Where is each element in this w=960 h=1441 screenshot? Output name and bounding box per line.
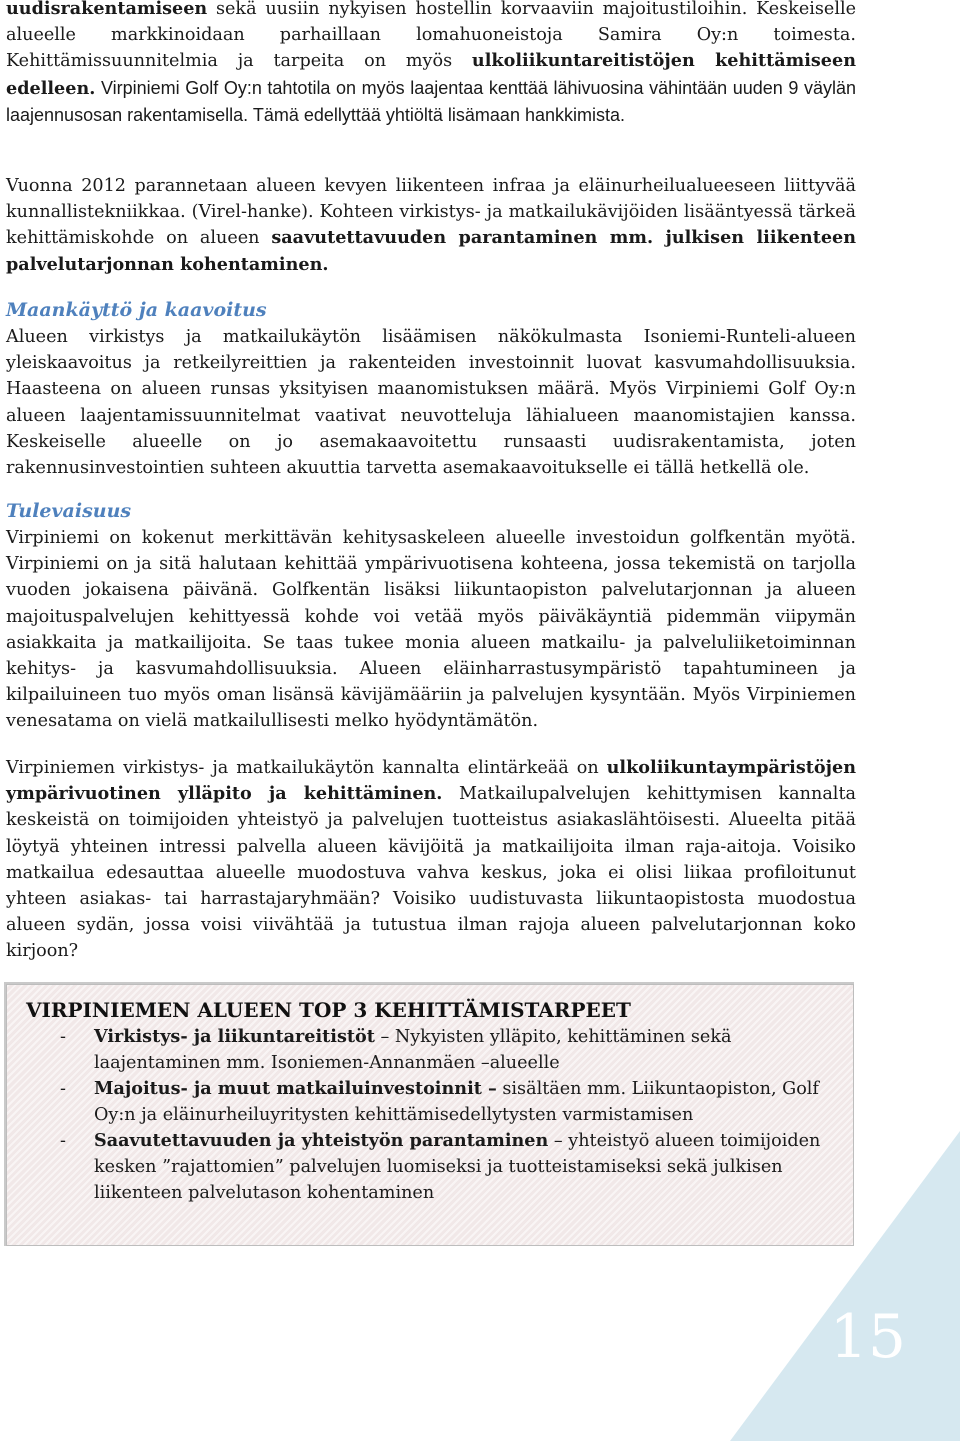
text: Matkailupalvelujen kehittymisen kannalta keskeistä on toimijoiden yhteistyö ja palvelujen tuotteistus asiakaslähtöisesti. Alueelta pitää löytyä yhteinen intressi palvella alueen kävijöitä ja matkailijoita ilman raja-aitoja. Voisiko matkailua edesauttaa alueelle muodostuva vahva keskus, joka ei olisi liikaa profiloitunut yhteen asiakas- tai harrastajaryhmään? Voisiko uudistuvasta liikuntaopistosta muodostua alueen sydän, jossa voisi viivähtää ja tutustua ilman rajoja alueen palvelutarjonnan koko kirjoon? (6, 784, 856, 962)
text: – Nykyisten ylläpito, kehittäminen sekä laajentaminen mm. Isoniemen-Annanmäen –alueelle (94, 1027, 732, 1073)
bold-text: Majoitus- ja muut matkailuinvestoinnit – (94, 1078, 497, 1099)
page-corner-triangle (730, 1131, 960, 1441)
top3-list (60, 1024, 840, 1206)
text-sans: Virpiniemi Golf Oy:n tahtotila on myös laajentaa kenttää lähivuosina vähintään uuden 9 väylän laajennusosan rakentamisella. Tämä edellyttää yhtiöltä lisämaan hankkimista. (6, 77, 856, 125)
text: – yhteistyö alueen toimijoiden kesken ”rajattomien” palvelujen luomiseksi ja tuotteistamiseksi sekä julkisen liikenteen palvelutason kohentaminen (94, 1131, 821, 1203)
list-item (60, 1076, 840, 1128)
top3-title: VIRPINIEMEN ALUEEN TOP 3 KEHITTÄMISTARPEET (26, 998, 631, 1022)
bold-text: saavutettavuuden parantaminen mm. julkisen liikenteen palvelutarjonnan kohentaminen. (6, 227, 857, 275)
heading-maankaytto: Maankäyttö ja kaavoitus (6, 299, 267, 321)
dash: - (60, 1027, 66, 1047)
bold-text: Saavutettavuuden ja yhteistyön parantaminen (94, 1130, 549, 1151)
heading-tulevaisuus: Tulevaisuus (6, 500, 132, 522)
paragraph-1 (6, 0, 856, 129)
page-number: 15 (829, 1302, 906, 1372)
list-item (60, 1024, 840, 1076)
list-item (60, 1128, 840, 1206)
dash: - (60, 1131, 66, 1151)
text: Vuonna 2012 parannetaan alueen kevyen liikenteen infraa ja eläinurheilualueeseen liittyvää kunnallistekniikkaa. (Virel-hanke). Kohteen virkistys- ja matkailukävijöiden lisääntyessä tärkeä kehittämiskohde on alueen (6, 176, 856, 249)
paragraph-5 (6, 755, 856, 965)
paragraph-2 (6, 173, 856, 278)
bold-text: Virkistys- ja liikuntareitistöt (94, 1026, 375, 1047)
text: sisältäen mm. Liikuntaopiston, Golf Oy:n ja eläinurheiluyritysten kehittämisedellytysten varmistamisen (94, 1079, 819, 1125)
bold-text: uudisrakentamiseen (6, 0, 208, 19)
dash: - (60, 1079, 66, 1099)
paragraph-3: Alueen virkistys ja matkailukäytön lisäämisen näkökulmasta Isoniemi-Runteli-alueen yleiskaavoitus ja retkeilyreittien ja rakenteiden investoinnit luovat kasvumahdollisuuksia. Haasteena on alueen runsas yksityisen maanomistuksen määrä. Myös Virpiniemi Golf Oy:n alueen laajentamissuunnitelmat vaativat neuvotteluja lähialueen maanomistajien kanssa. Keskeiselle alueelle on jo asemakaavoitettu runsaasti uudisrakentamista, joten rakennusinvestointien suhteen akuuttia tarvetta asemakaavoitukselle ei tällä hetkellä ole. (6, 327, 856, 479)
paragraph-4: Virpiniemi on kokenut merkittävän kehitysaskeleen alueelle investoidun golfkentän myötä. Virpiniemi on ja sitä halutaan kehittää ympärivuotisena kohteena, jossa tekemistä on tarjolla vuoden jokaisena päivänä. Golfkentän lisäksi liikuntaopiston palvelutarjonnan ja alueen majoituspalvelujen kehittyessä kohde voi vetää myös päiväkäyntiä pidemmän viipymän asiakkaita ja matkailijoita. Se taas tukee monia alueen matkailu- ja palveluliiketoiminnan kehitys- ja kasvumahdollisuuksia. Alueen eläinharrastusympäristö tapahtumineen ja kilpailuineen tuo myös oman lisänsä kävijämääriin ja palvelujen kysyntään. Myös Virpiniemen venesatama on vielä matkailullisesti melko hyödyntämätön. (6, 528, 856, 732)
text: Virpiniemen virkistys- ja matkailukäytön kannalta elintärkeää on (6, 758, 607, 778)
text: sekä uusiin nykyisen hostellin korvaaviin majoitustiloihin. Keskeiselle alueelle markkinoidaan parhaillaan lomahuoneistoja Samira Oy:n toimesta. Kehittämissuunnitelmia ja tarpeita on myös (6, 0, 856, 72)
bold-text: ulkoliikuntaympäristöjen ympärivuotinen ylläpito ja kehittäminen. (6, 757, 856, 805)
bold-text: ulkoliikuntareitistöjen kehittämiseen edelleen. (6, 50, 856, 99)
